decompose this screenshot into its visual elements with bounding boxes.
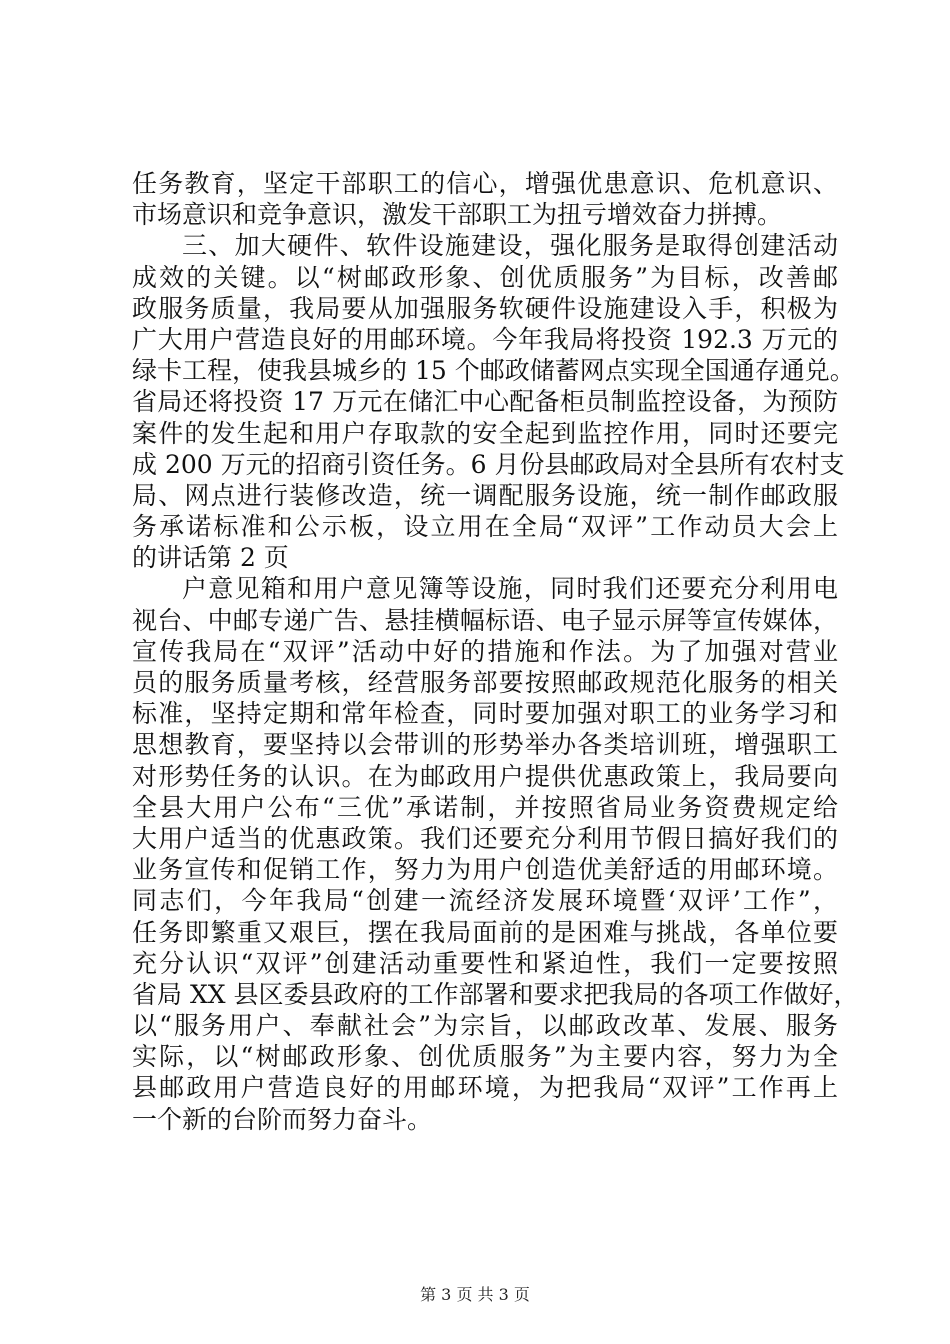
text-line: 宣传我局在“双评”活动中好的措施和作法。为了加强对营业: [132, 636, 838, 666]
body-text: [132, 168, 859, 1135]
text-line: 大用户适当的优惠政策。我们还要充分利用节假日搞好我们的: [132, 823, 838, 853]
text-line: 成效的关键。以“树邮政形象、创优质服务”为目标，改善邮: [132, 262, 838, 292]
text-line: 绿卡工程，使我县城乡的 15 个邮政储蓄网点实现全国通存通兑。: [132, 356, 855, 386]
text-line: 务承诺标准和公示板，设立用在全局“双评”工作动员大会上: [132, 512, 838, 542]
text-line: 政服务质量，我局要从加强服务软硬件设施建设入手，积极为: [132, 293, 838, 323]
text-line: 任务即繁重又艰巨，摆在我局面前的是困难与挑战，各单位要: [132, 917, 838, 947]
text-line: 省局 XX 县区委县政府的工作部署和要求把我局的各项工作做好，: [132, 979, 859, 1009]
text-line: 实际，以“树邮政形象、创优质服务”为主要内容，努力为全: [132, 1042, 838, 1072]
text-line: 市场意识和竞争意识，激发干部职工为扭亏增效奋力拼搏。: [132, 200, 783, 230]
text-line: 全县大用户公布“三优”承诺制，并按照省局业务资费规定给: [132, 792, 838, 822]
text-line: 案件的发生起和用户存取款的安全起到监控作用，同时还要完: [132, 418, 838, 448]
text-line: 任务教育，坚定干部职工的信心，增强优患意识、危机意识、: [132, 169, 838, 198]
text-line: 同志们，今年我局“创建一流经济发展环境暨‘双评’工作”，: [132, 886, 838, 916]
text-line: 省局还将投资 17 万元在储汇中心配备柜员制监控设备，为预防: [132, 387, 838, 417]
text-line: 广大用户营造良好的用邮环境。今年我局将投资 192.3 万元的: [132, 324, 838, 354]
text-line: 三、加大硬件、软件设施建设，强化服务是取得创建活动: [182, 231, 838, 261]
text-line: 思想教育，要坚持以会带训的形势举办各类培训班，增强职工: [132, 730, 838, 760]
text-line: 充分认识“双评”创建活动重要性和紧迫性，我们一定要按照: [132, 948, 838, 978]
text-line: 视台、中邮专递广告、悬挂横幅标语、电子显示屏等宣传媒体，: [132, 605, 838, 635]
text-line: 局、网点进行装修改造，统一调配服务设施，统一制作邮政服: [132, 480, 838, 510]
text-line: 以“服务用户、奉献社会”为宗旨，以邮政改革、发展、服务: [132, 1011, 838, 1041]
text-line: 的讲话第 2 页: [132, 543, 289, 573]
text-line: 一个新的台阶而努力奋斗。: [132, 1104, 433, 1134]
text-line: 户意见箱和用户意见簿等设施，同时我们还要充分利用电: [182, 574, 838, 604]
text-line: 对形势任务的认识。在为邮政用户提供优惠政策上，我局要向: [132, 761, 838, 791]
page-footer: 第 3 页 共 3 页: [420, 1285, 530, 1304]
text-line: 县邮政用户营造良好的用邮环境，为把我局“双评”工作再上: [132, 1073, 838, 1103]
text-line: 业务宣传和促销工作，努力为用户创造优美舒适的用邮环境。: [132, 855, 838, 885]
text-line: 成 200 万元的招商引资任务。6 月份县邮政局对全县所有农村支: [132, 449, 845, 479]
text-line: 员的服务质量考核，经营服务部要按照邮政规范化服务的相关: [132, 668, 838, 697]
text-line: 标准，坚持定期和常年检查，同时要加强对职工的业务学习和: [132, 699, 838, 729]
